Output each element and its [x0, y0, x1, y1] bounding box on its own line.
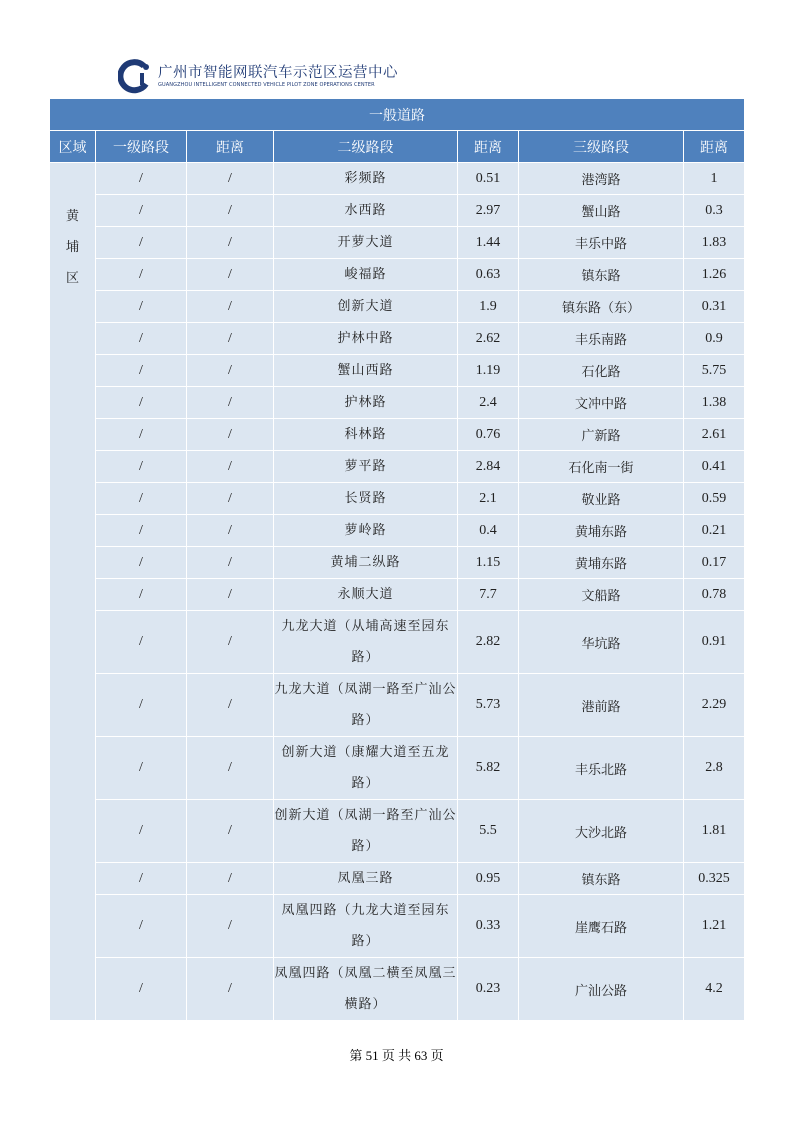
level2-cell: 九龙大道（从埔高速至园东路） [274, 611, 458, 674]
distance1-cell: / [187, 611, 274, 674]
level1-cell: / [96, 387, 187, 419]
distance2-cell: 1.15 [458, 547, 519, 579]
distance2-cell: 2.1 [458, 483, 519, 515]
distance2-cell: 2.62 [458, 323, 519, 355]
level3-cell: 文冲中路 [519, 387, 684, 419]
level2-cell: 峻福路 [274, 259, 458, 291]
road-table [49, 98, 745, 1021]
col-header-level2: 二级路段 [274, 131, 458, 163]
distance3-cell: 0.78 [684, 579, 745, 611]
level2-cell: 蟹山西路 [274, 355, 458, 387]
col-header-distance2: 距离 [458, 131, 519, 163]
level1-cell: / [96, 863, 187, 895]
level3-cell: 石化路 [519, 355, 684, 387]
distance3-cell: 1.81 [684, 800, 745, 863]
level3-cell: 丰乐南路 [519, 323, 684, 355]
distance2-cell: 2.4 [458, 387, 519, 419]
level3-cell: 镇东路 [519, 863, 684, 895]
level3-cell: 敬业路 [519, 483, 684, 515]
distance1-cell: / [187, 579, 274, 611]
distance3-cell: 0.59 [684, 483, 745, 515]
table-row [50, 387, 745, 419]
distance1-cell: / [187, 451, 274, 483]
distance2-cell: 0.63 [458, 259, 519, 291]
distance2-cell: 0.4 [458, 515, 519, 547]
level2-cell: 萝岭路 [274, 515, 458, 547]
level1-cell: / [96, 579, 187, 611]
level1-cell: / [96, 547, 187, 579]
col-header-distance3: 距离 [684, 131, 745, 163]
distance1-cell: / [187, 163, 274, 195]
distance2-cell: 1.44 [458, 227, 519, 259]
level1-cell: / [96, 227, 187, 259]
page-number: 第 51 页 共 63 页 [349, 1048, 444, 1063]
distance1-cell: / [187, 515, 274, 547]
level1-cell: / [96, 259, 187, 291]
level1-cell: / [96, 737, 187, 800]
logo-mark-icon [118, 58, 154, 94]
level2-cell: 科林路 [274, 419, 458, 451]
table-row [50, 355, 745, 387]
level2-cell: 开萝大道 [274, 227, 458, 259]
level2-cell: 黄埔二纵路 [274, 547, 458, 579]
distance3-cell: 5.75 [684, 355, 745, 387]
level1-cell: / [96, 195, 187, 227]
distance2-cell: 0.76 [458, 419, 519, 451]
level1-cell: / [96, 355, 187, 387]
distance1-cell: / [187, 958, 274, 1021]
table-row [50, 323, 745, 355]
level2-cell: 护林路 [274, 387, 458, 419]
table-row [50, 737, 745, 800]
distance2-cell: 5.5 [458, 800, 519, 863]
level2-cell: 水西路 [274, 195, 458, 227]
distance2-cell: 5.82 [458, 737, 519, 800]
distance1-cell: / [187, 323, 274, 355]
level1-cell: / [96, 958, 187, 1021]
distance3-cell: 0.41 [684, 451, 745, 483]
distance3-cell: 1 [684, 163, 745, 195]
distance1-cell: / [187, 483, 274, 515]
level2-cell: 九龙大道（凤湖一路至广汕公路） [274, 674, 458, 737]
level1-cell: / [96, 800, 187, 863]
distance1-cell: / [187, 863, 274, 895]
distance3-cell: 0.9 [684, 323, 745, 355]
distance2-cell: 2.84 [458, 451, 519, 483]
level3-cell: 镇东路 [519, 259, 684, 291]
distance2-cell: 2.82 [458, 611, 519, 674]
distance3-cell: 1.38 [684, 387, 745, 419]
level3-cell: 丰乐中路 [519, 227, 684, 259]
distance1-cell: / [187, 195, 274, 227]
level2-cell: 凤凰四路（九龙大道至园东路） [274, 895, 458, 958]
distance2-cell: 2.97 [458, 195, 519, 227]
col-header-level1: 一级路段 [96, 131, 187, 163]
level3-cell: 华坑路 [519, 611, 684, 674]
level2-cell: 凤凰三路 [274, 863, 458, 895]
distance3-cell: 0.3 [684, 195, 745, 227]
distance3-cell: 1.26 [684, 259, 745, 291]
distance2-cell: 1.9 [458, 291, 519, 323]
col-header-distance1: 距离 [187, 131, 274, 163]
level2-cell: 彩频路 [274, 163, 458, 195]
distance1-cell: / [187, 259, 274, 291]
level1-cell: / [96, 674, 187, 737]
level1-cell: / [96, 419, 187, 451]
distance1-cell: / [187, 674, 274, 737]
distance1-cell: / [187, 547, 274, 579]
table-row [50, 483, 745, 515]
table-row [50, 547, 745, 579]
org-logo [118, 58, 398, 94]
level2-cell: 护林中路 [274, 323, 458, 355]
distance1-cell: / [187, 227, 274, 259]
distance3-cell: 2.29 [684, 674, 745, 737]
level1-cell: / [96, 483, 187, 515]
distance1-cell: / [187, 387, 274, 419]
level2-cell: 创新大道 [274, 291, 458, 323]
distance3-cell: 0.31 [684, 291, 745, 323]
level2-cell: 凤凰四路（凤凰二横至凤凰三横路） [274, 958, 458, 1021]
distance3-cell: 2.8 [684, 737, 745, 800]
distance2-cell: 0.95 [458, 863, 519, 895]
level3-cell: 石化南一街 [519, 451, 684, 483]
level3-cell: 蟹山路 [519, 195, 684, 227]
level2-cell: 创新大道（凤湖一路至广汕公路） [274, 800, 458, 863]
distance3-cell: 0.325 [684, 863, 745, 895]
level2-cell: 永顺大道 [274, 579, 458, 611]
level1-cell: / [96, 291, 187, 323]
org-name-en: GUANGZHOU INTELLIGENT CONNECTED VEHICLE PILOT ZONE OPERATIONS CENTER [158, 81, 375, 88]
distance1-cell: / [187, 419, 274, 451]
table-row [50, 800, 745, 863]
org-name-cn: 广州市智能网联汽车示范区运营中心 [158, 64, 398, 81]
table-row [50, 259, 745, 291]
table-row [50, 195, 745, 227]
distance1-cell: / [187, 737, 274, 800]
col-header-level3: 三级路段 [519, 131, 684, 163]
level3-cell: 黄埔东路 [519, 547, 684, 579]
distance2-cell: 5.73 [458, 674, 519, 737]
table-row [50, 419, 745, 451]
table-row [50, 227, 745, 259]
level2-cell: 创新大道（康耀大道至五龙路） [274, 737, 458, 800]
distance3-cell: 0.17 [684, 547, 745, 579]
distance2-cell: 0.51 [458, 163, 519, 195]
level1-cell: / [96, 451, 187, 483]
table-title: 一般道路 [50, 99, 745, 131]
distance2-cell: 7.7 [458, 579, 519, 611]
distance2-cell: 0.23 [458, 958, 519, 1021]
level3-cell: 丰乐北路 [519, 737, 684, 800]
region-cell: 黄 埔 区 [50, 163, 96, 1021]
table-row [50, 895, 745, 958]
table-row [50, 611, 745, 674]
level3-cell: 黄埔东路 [519, 515, 684, 547]
distance1-cell: / [187, 895, 274, 958]
table-row [50, 291, 745, 323]
distance2-cell: 0.33 [458, 895, 519, 958]
level3-cell: 镇东路（东） [519, 291, 684, 323]
level3-cell: 广汕公路 [519, 958, 684, 1021]
table-row [50, 579, 745, 611]
distance2-cell: 1.19 [458, 355, 519, 387]
level1-cell: / [96, 323, 187, 355]
distance3-cell: 4.2 [684, 958, 745, 1021]
distance3-cell: 0.21 [684, 515, 745, 547]
table-row [50, 958, 745, 1021]
level1-cell: / [96, 895, 187, 958]
distance3-cell: 0.91 [684, 611, 745, 674]
level3-cell: 文船路 [519, 579, 684, 611]
distance1-cell: / [187, 291, 274, 323]
level2-cell: 长贤路 [274, 483, 458, 515]
distance3-cell: 2.61 [684, 419, 745, 451]
level3-cell: 港前路 [519, 674, 684, 737]
level1-cell: / [96, 515, 187, 547]
level3-cell: 崖鹰石路 [519, 895, 684, 958]
col-header-region: 区域 [50, 131, 96, 163]
table-row [50, 451, 745, 483]
level1-cell: / [96, 611, 187, 674]
distance3-cell: 1.83 [684, 227, 745, 259]
table-row [50, 163, 745, 195]
level1-cell: / [96, 163, 187, 195]
distance1-cell: / [187, 800, 274, 863]
level3-cell: 港湾路 [519, 163, 684, 195]
distance3-cell: 1.21 [684, 895, 745, 958]
table-row [50, 515, 745, 547]
distance1-cell: / [187, 355, 274, 387]
level3-cell: 广新路 [519, 419, 684, 451]
table-row [50, 863, 745, 895]
table-row [50, 674, 745, 737]
level2-cell: 萝平路 [274, 451, 458, 483]
level3-cell: 大沙北路 [519, 800, 684, 863]
